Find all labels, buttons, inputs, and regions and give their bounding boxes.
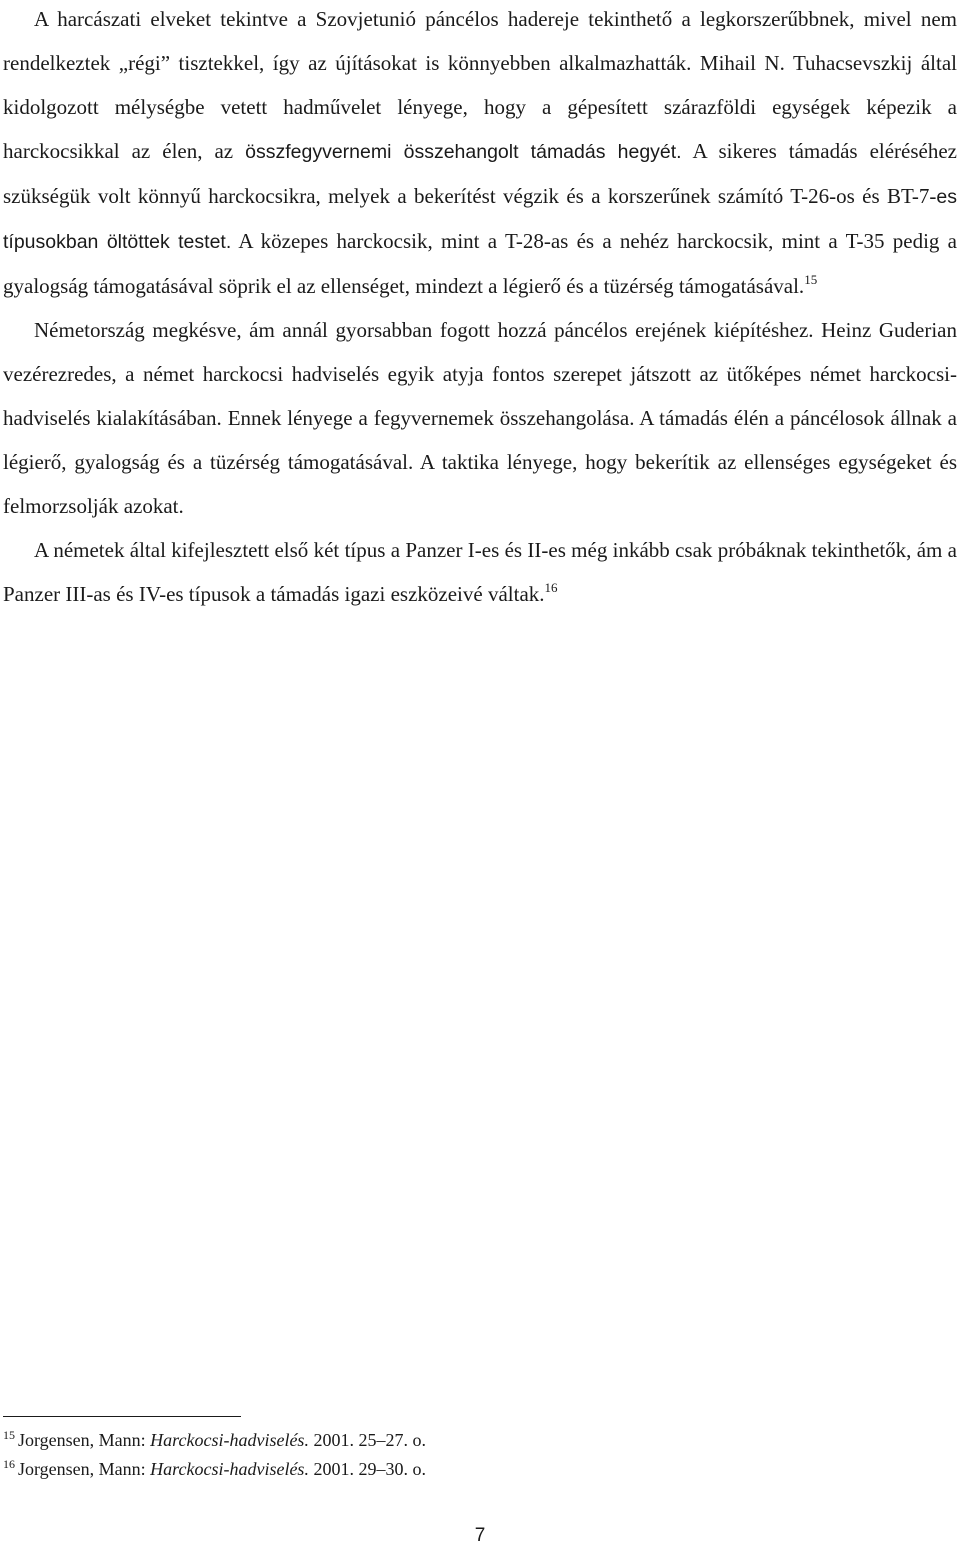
body-text <box>3 0 957 616</box>
footnote-reference: 16 <box>544 580 558 595</box>
page-number: 7 <box>474 1525 486 1546</box>
paragraph-3 <box>3 528 957 616</box>
text-run: A sikeres támadás eléréséhez szükségük volt könnyű harckocsikra, melyek a bekerítést végzik és a korszerűnek számító T-26-os és BT-7- <box>3 139 957 208</box>
footnote-title: Harckocsi-hadviselés. <box>150 1459 309 1479</box>
paragraph-1 <box>3 0 957 308</box>
text-run: A harcászati elveket tekintve a Szovjetunió páncélos hadereje tekinthető a legkorszerűbbnek, mivel nem rendelkeztek „régi” tisztekkel, így az újításokat is könnyebben alkalmazhatták. Mihail N. Tuhacsevszkij által kidolgozott mélységbe vetett hadművelet lényege, hogy a gépesített szárazföldi egységek képezik a harckocsikkal az élen, az <box>3 7 957 163</box>
footnote-author: Jorgensen, Mann: <box>18 1430 151 1450</box>
footnote-number: 15 <box>3 1428 15 1442</box>
text-run: A németek által kifejlesztett első két típus a Panzer I-es és II-es még inkább csak próbáknak tekinthetők, ám a Panzer III-as és IV-es típusok a támadás igazi eszközeivé váltak. <box>3 538 957 606</box>
text-run: összfegyvernemi összehangolt támadás hegyét. <box>245 141 682 163</box>
text-run: A közepes harckocsik, mint a T-28-as és a nehéz harckocsik, mint a T-35 pedig a gyalogság támogatásával söprik el az ellenséget, mindezt a légierő és a tüzérség támogatásával. <box>3 229 957 298</box>
footnote-reference: 15 <box>804 272 818 287</box>
paragraph-2 <box>3 308 957 528</box>
footnote-details: 2001. 29–30. o. <box>308 1459 426 1479</box>
footnote-15 <box>3 1426 953 1455</box>
footnote-16 <box>3 1455 953 1484</box>
footnote-title: Harckocsi-hadviselés. <box>150 1430 309 1450</box>
text-run: es típusokban öltöttek testet. <box>3 186 957 253</box>
footnote-author: Jorgensen, Mann: <box>18 1459 151 1479</box>
footnote-details: 2001. 25–27. o. <box>308 1430 426 1450</box>
footnotes <box>3 1426 953 1484</box>
footnote-number: 16 <box>3 1457 15 1471</box>
footnote-separator <box>3 1416 241 1417</box>
text-run: Németország megkésve, ám annál gyorsabban fogott hozzá páncélos erejének kiépítéshez. Heinz Guderian vezérezredes, a német harckocsi hadviselés egyik atyja fontos szerepet játszott az ütőképes német harckocsi-hadviselés kialakításában. Ennek lényege a fegyvernemek összehangolása. A támadás élén a páncélosok állnak a légierő, gyalogság és a tüzérség támogatásával. A taktika lényege, hogy bekerítik az ellenséges egységeket és felmorzsolják azokat. <box>3 318 957 518</box>
